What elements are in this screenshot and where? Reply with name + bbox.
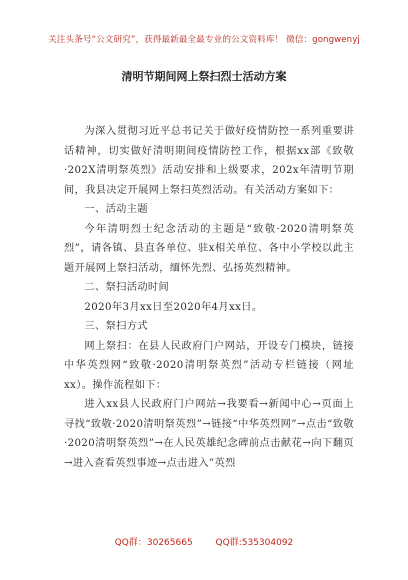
paragraph-steps: 进入xx县人民政府门户网站→我要看→新闻中心→页面上寻找“致敬·2020清明祭英烈”→链接“中华英烈网”→点击“致敬·2020清明祭英烈”→在人民英雄纪念碑前点击献花→向下翻页→进入查看英烈事迹→点击进入”英烈 — [64, 399, 354, 469]
paragraph-theme: 今年清明烈士纪念活动的主题是“致敬·2020清明祭英烈”，请各镇、县直各单位、驻x相关单位、各中小学校以此主题开展网上祭扫活动，缅怀先烈、弘扬英烈精神。 — [64, 223, 354, 274]
paragraph-time: 2020年3月xx日至2020年4月xx日。 — [84, 301, 263, 313]
section-heading-method: 三、祭扫方式 — [84, 321, 148, 332]
paragraph-intro: 为深入贯彻习近平总书记关于做好疫情防控一系列重要讲话精神，切实做好清明期间疫情防控工作，根据xx部《致敬·202X清明祭英烈》活动安排和上级要求，202x年清明节期间，我县决定开展网上祭扫英烈活动。有关活动方案如下： — [64, 126, 354, 196]
footer-qq-group-2: QQ群:535304092 — [215, 538, 294, 548]
paragraph-method: 网上祭扫：在县人民政府门户网站，开设专门模块，链接中华英烈网“致敬·2020清明祭英烈”活动专栏链接（网址xx）。操作流程如下： — [64, 340, 354, 391]
footer-qq-group-1: QQ群：30265665 — [114, 538, 193, 548]
document-title: 清明节期间网上祭扫烈士活动方案 — [121, 70, 287, 83]
section-heading-theme: 一、活动主题 — [84, 204, 148, 215]
footer — [0, 535, 408, 548]
header-notice: 关注头条号“公文研究”，获得最新最全最专业的公文资料库！ 微信：gongwenyj — [48, 35, 360, 45]
document-body — [64, 122, 354, 473]
section-heading-time: 二、祭扫活动时间 — [84, 282, 170, 293]
